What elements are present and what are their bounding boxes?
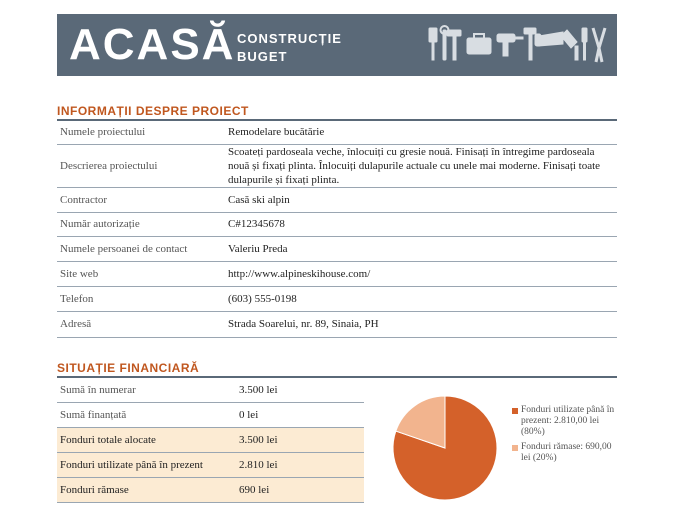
table-row	[57, 144, 617, 187]
row-label: Fonduri totale alocate	[57, 428, 233, 453]
row-label: Numele proiectului	[57, 121, 222, 144]
table-row	[57, 261, 617, 286]
row-label: Fonduri utilizate până în prezent	[57, 453, 233, 478]
row-value: 3.500 lei	[233, 428, 364, 453]
row-label: Sumă în numerar	[57, 378, 233, 403]
row-value: 2.810 lei	[233, 453, 364, 478]
page-title: ACASĂ	[69, 20, 236, 69]
page-subtitle	[237, 30, 342, 66]
project-info-table	[57, 121, 617, 338]
subtitle-line-1: CONSTRUCȚIE	[237, 31, 342, 46]
financial-section-title: SITUAȚIE FINANCIARĂ	[57, 361, 200, 375]
legend-item-remaining	[512, 442, 622, 464]
table-row	[57, 453, 364, 478]
row-label: Numele persoanei de contact	[57, 236, 222, 261]
row-value: 0 lei	[233, 403, 364, 428]
hammer-icon	[447, 30, 461, 60]
row-value: Valeriu Preda	[222, 236, 617, 261]
subtitle-line-2: BUGET	[237, 49, 288, 64]
hammer-icon	[524, 28, 536, 60]
row-value: Casă ski alpin	[222, 187, 617, 212]
table-row	[57, 187, 617, 212]
table-row	[57, 236, 617, 261]
row-value: 690 lei	[233, 478, 364, 503]
row-label: Site web	[57, 261, 222, 286]
table-row	[57, 212, 617, 236]
table-row	[57, 378, 364, 403]
table-row	[57, 403, 364, 428]
legend-label: Fonduri rămase: 690,00 lei (20%)	[521, 442, 612, 463]
row-value: Strada Soarelui, nr. 89, Sinaia, PH	[222, 311, 617, 337]
funds-pie-chart	[385, 380, 617, 510]
saw-icon	[535, 32, 563, 46]
financial-table	[57, 378, 364, 503]
chart-legend	[512, 405, 622, 468]
row-label: Telefon	[57, 286, 222, 311]
legend-swatch	[512, 408, 518, 414]
paint-roller-icon	[429, 28, 437, 60]
tools-illustration	[427, 22, 609, 68]
pliers-icon	[593, 28, 605, 62]
row-value: Scoateți pardoseala veche, înlocuiți cu gresie nouă. Finisați în întregime pardoseala nouă și fixați plinta. Înlocuiți dulapurile actuale cu unele mai moderne. Finisați toate dulapurile și fixați plinta.	[222, 144, 617, 187]
pie-svg	[385, 380, 505, 510]
legend-label: Fonduri utilizate până în prezent: 2.810,00 lei (80%)	[521, 405, 615, 437]
row-label: Adresă	[57, 311, 222, 337]
project-section-title: INFORMAȚII DESPRE PROIECT	[57, 104, 249, 118]
row-value: 3.500 lei	[233, 378, 364, 403]
header-banner	[57, 14, 617, 76]
table-row	[57, 286, 617, 311]
row-label: Număr autorizație	[57, 212, 222, 236]
table-row	[57, 121, 617, 144]
row-value: http://www.alpineskihouse.com/	[222, 261, 617, 286]
row-value: (603) 555-0198	[222, 286, 617, 311]
table-row	[57, 478, 364, 503]
row-label: Descrierea proiectului	[57, 144, 222, 187]
table-row	[57, 428, 364, 453]
legend-swatch	[512, 445, 518, 451]
row-label: Sumă finanțată	[57, 403, 233, 428]
row-value: Remodelare bucătărie	[222, 121, 617, 144]
table-row	[57, 311, 617, 337]
screwdriver-icon	[582, 28, 587, 60]
row-label: Fonduri rămase	[57, 478, 233, 503]
trowel-icon	[561, 30, 578, 60]
row-label: Contractor	[57, 187, 222, 212]
row-value: C#12345678	[222, 212, 617, 236]
drill-icon	[497, 34, 523, 56]
legend-item-used	[512, 405, 622, 438]
toolbox-icon	[467, 34, 491, 54]
